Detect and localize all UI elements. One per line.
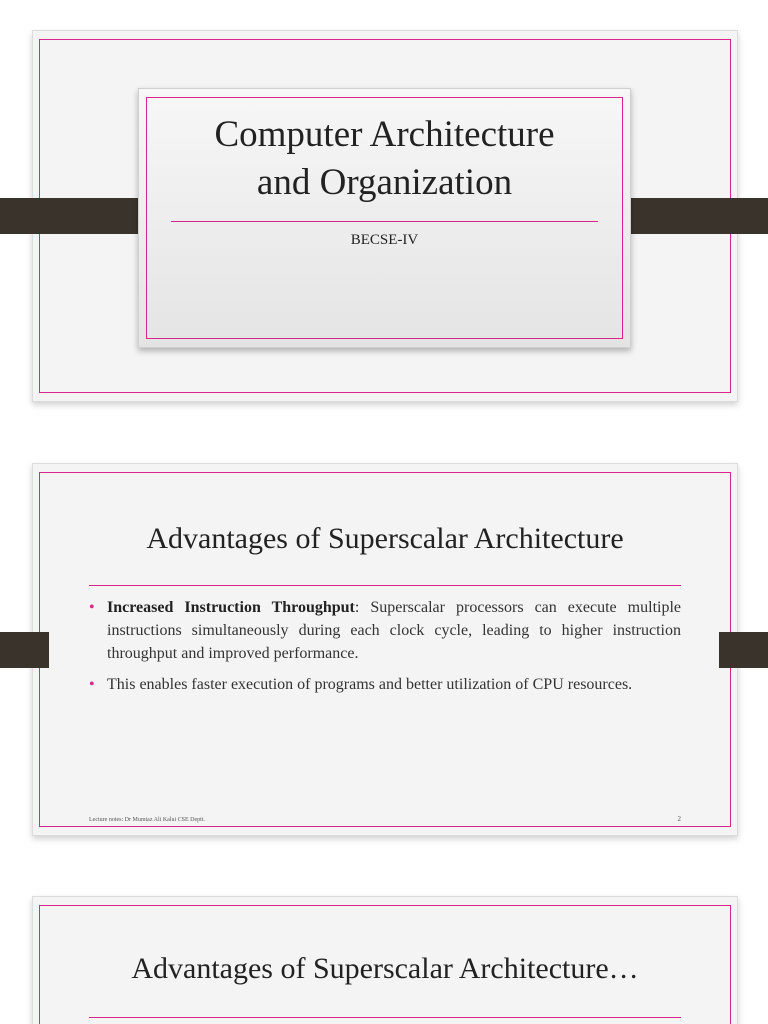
right-tab bbox=[613, 198, 768, 234]
left-tab bbox=[0, 632, 49, 668]
left-tab bbox=[0, 198, 156, 234]
bullet-icon: • bbox=[89, 599, 95, 616]
title-card bbox=[138, 88, 631, 348]
bullet-item bbox=[89, 596, 681, 665]
bullet-bold-text: Increased Instruction Throughput bbox=[107, 599, 355, 616]
bullet-text: : Superscalar processors can execute multiple instructions simultaneously during each clock cycle, leading to higher instruction throughput and improved performance. bbox=[107, 599, 682, 662]
bullet-icon: • bbox=[89, 676, 95, 693]
right-tab bbox=[719, 632, 768, 668]
slide-3 bbox=[32, 896, 738, 1024]
title-divider bbox=[171, 221, 598, 222]
deck-title-line-2: and Organization bbox=[256, 162, 513, 203]
bullet-text: This enables faster execution of programs and better utilization of CPU resources. bbox=[107, 676, 633, 693]
slide-title-divider bbox=[89, 1017, 681, 1018]
slide-title-divider bbox=[89, 585, 681, 586]
slide-title: Advantages of Superscalar Architecture bbox=[146, 522, 624, 555]
slide-title: Advantages of Superscalar Architecture… bbox=[131, 952, 639, 985]
deck-subtitle: BECSE-IV bbox=[350, 232, 419, 248]
slide-footer: Lecture notes: Dr Mumtaz Ali Kalui CSE Deptt. bbox=[89, 817, 205, 823]
deck-title bbox=[139, 111, 630, 207]
deck-title-line-1: Computer Architecture bbox=[214, 114, 555, 155]
page-number: 2 bbox=[677, 815, 681, 823]
slide-2 bbox=[32, 463, 738, 836]
bullet-list bbox=[89, 596, 681, 704]
bullet-item bbox=[89, 673, 681, 696]
